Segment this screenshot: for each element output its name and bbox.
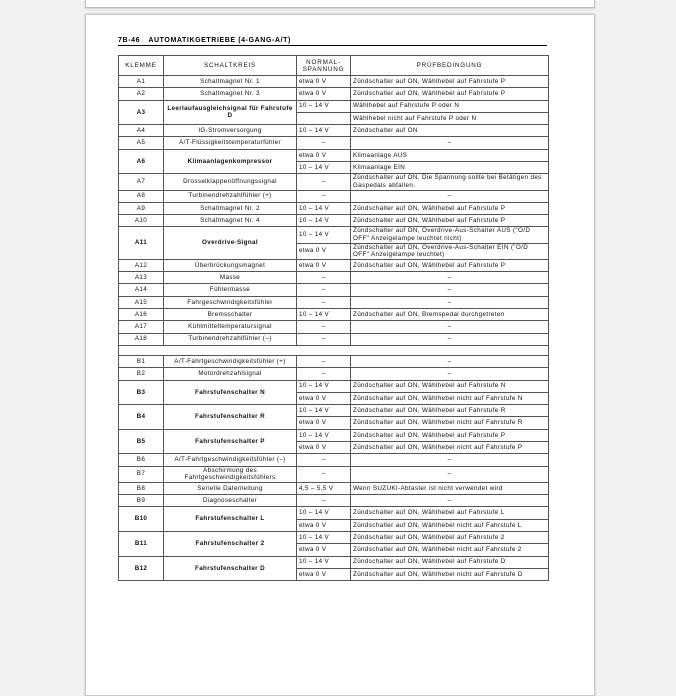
cell-pruefbedingung: – [351,272,549,284]
cell-pruefbedingung: Zündschalter auf ON, Wählhebel auf Fahrstufe P [351,76,549,88]
cell-klemme: A1 [119,76,164,88]
cell-normalspannung: – [297,355,351,367]
cell-schaltkreis: Turbinendrehzahlfühler (–) [164,333,297,345]
cell-normalspannung: etwa 0 V [297,441,351,453]
cell-schaltkreis: Serielle Datenleitung [164,482,297,494]
cell-normalspannung: – [297,190,351,202]
cell-schaltkreis: A/T-Fahrtgeschwindigkeitsfühler (+) [164,355,297,367]
cell-klemme: B6 [119,454,164,466]
terminal-voltage-table [118,55,549,581]
header-schaltkreis: SCHALTKREIS [164,56,297,76]
header-pruefbedingung: PRÜFBEDINGUNG [351,56,549,76]
cell-normalspannung: 10 – 14 V [297,405,351,417]
cell-klemme: A13 [119,272,164,284]
cell-pruefbedingung: Wählhebel nicht auf Fahrstufe P oder N [351,112,549,124]
cell-schaltkreis: Klimaanlagenkompressor [164,149,297,174]
cell-pruefbedingung: – [351,355,549,367]
cell-pruefbedingung: Zündschalter auf ON, Wählhebel nicht auf Fahrstufe N [351,392,549,404]
cell-klemme: B9 [119,495,164,507]
cell-pruefbedingung: Zündschalter auf ON, Wählhebel auf Fahrstufe L [351,507,549,519]
table-body [119,76,549,581]
table-row [119,531,549,543]
cell-schaltkreis: Schaltmagnet Nr. 2 [164,202,297,214]
cell-schaltkreis: Bremsschalter [164,309,297,321]
cell-klemme: A4 [119,125,164,137]
cell-normalspannung: – [297,333,351,345]
cell-normalspannung: – [297,296,351,308]
cell-schaltkreis: Fahrstufenschalter P [164,429,297,454]
cell-pruefbedingung: – [351,296,549,308]
cell-klemme: A5 [119,137,164,149]
cell-pruefbedingung: Klimaanlage EIN [351,162,549,174]
cell-klemme: A14 [119,284,164,296]
cell-schaltkreis: Fahrstufenschalter R [164,405,297,430]
cell-schaltkreis: Fahrstufenschalter L [164,507,297,532]
table-row [119,454,549,466]
cell-klemme: A18 [119,333,164,345]
table-row [119,380,549,392]
cell-normalspannung: 4,5 – 5,5 V [297,482,351,494]
cell-pruefbedingung: – [351,333,549,345]
cell-klemme: B1 [119,355,164,367]
table-gap-row [119,345,549,355]
cell-normalspannung: 10 – 14 V [297,125,351,137]
cell-normalspannung: 10 – 14 V [297,202,351,214]
cell-schaltkreis: Schaltmagnet Nr. 1 [164,76,297,88]
table-row [119,507,549,519]
table-row [119,215,549,227]
cell-schaltkreis: Kühlmitteltemperatursignal [164,321,297,333]
cell-schaltkreis: A/T-Fahrtgeschwindigkeitsfühler (–) [164,454,297,466]
cell-pruefbedingung: – [351,190,549,202]
cell-pruefbedingung: Klimaanlage AUS [351,149,549,161]
cell-normalspannung: – [297,368,351,380]
cell-klemme: A10 [119,215,164,227]
cell-normalspannung: 10 – 14 V [297,215,351,227]
table-row [119,76,549,88]
cell-normalspannung: etwa 0 V [297,149,351,161]
table-row [119,309,549,321]
page-header [118,37,547,46]
table-row [119,368,549,380]
cell-klemme: A2 [119,88,164,100]
table-row [119,149,549,161]
table-header-row [119,56,549,76]
table-row [119,227,549,243]
cell-schaltkreis: Leerlaufausgleichsignal für Fahrstufe D [164,100,297,125]
cell-klemme: A15 [119,296,164,308]
cell-klemme: A6 [119,149,164,174]
cell-normalspannung: 10 – 14 V [297,227,351,243]
cell-normalspannung: – [297,466,351,482]
cell-klemme: A8 [119,190,164,202]
cell-normalspannung: etwa 0 V [297,519,351,531]
cell-normalspannung: – [297,137,351,149]
page-section-title: AUTOMATIKGETRIEBE (4-GANG-A/T) [148,37,291,44]
cell-klemme: B4 [119,405,164,430]
table-row [119,259,549,271]
cell-pruefbedingung: Zündschalter auf ON, Wählhebel nicht auf Fahrstufe L [351,519,549,531]
cell-schaltkreis: Überbrückungsmagnet [164,259,297,271]
cell-schaltkreis: Drosselklappenöffnungssignal [164,174,297,190]
table-row [119,321,549,333]
manual-page [85,14,595,696]
cell-pruefbedingung: Zündschalter auf ON, Wählhebel auf Fahrstufe P [351,202,549,214]
cell-pruefbedingung: Zündschalter auf ON, Wählhebel auf Fahrstufe N [351,380,549,392]
cell-normalspannung: – [297,272,351,284]
cell-klemme: B10 [119,507,164,532]
cell-normalspannung: etwa 0 V [297,544,351,556]
cell-schaltkreis: Schaltmagnet Nr. 4 [164,215,297,227]
cell-normalspannung: 10 – 14 V [297,429,351,441]
cell-normalspannung: – [297,454,351,466]
table-row [119,272,549,284]
cell-klemme: A7 [119,174,164,190]
cell-klemme: B2 [119,368,164,380]
cell-klemme: A3 [119,100,164,125]
cell-normalspannung: – [297,495,351,507]
gap-cell [119,345,549,355]
cell-schaltkreis: Fahrstufenschalter N [164,380,297,405]
header-normalspannung: NORMAL- SPANNUNG [297,56,351,76]
cell-pruefbedingung: Zündschalter auf ON. Die Spannung sollte bei Betätigen des Gaspedals abfallen. [351,174,549,190]
table-row [119,429,549,441]
page-number: 7B-46 [118,37,141,44]
cell-normalspannung: 10 – 14 V [297,380,351,392]
cell-normalspannung [297,112,351,124]
cell-klemme: A12 [119,259,164,271]
cell-pruefbedingung: – [351,284,549,296]
table-row [119,405,549,417]
cell-schaltkreis: Diagnoseschalter [164,495,297,507]
table-row [119,174,549,190]
cell-schaltkreis: Motordrehzahlsignal [164,368,297,380]
header-klemme: KLEMME [119,56,164,76]
cell-pruefbedingung: Zündschalter auf ON, Wählhebel nicht auf Fahrstufe P [351,441,549,453]
cell-normalspannung: 10 – 14 V [297,507,351,519]
cell-pruefbedingung: Zündschalter auf ON, Wählhebel nicht auf Fahrstufe 2 [351,544,549,556]
cell-klemme: B12 [119,556,164,581]
cell-normalspannung: 10 – 14 V [297,100,351,112]
cell-klemme: B11 [119,531,164,556]
cell-schaltkreis: Masse [164,272,297,284]
cell-normalspannung: 10 – 14 V [297,309,351,321]
cell-pruefbedingung: Zündschalter auf ON, Wählhebel auf Fahrstufe D [351,556,549,568]
cell-pruefbedingung: – [351,137,549,149]
table-row [119,556,549,568]
cell-schaltkreis: A/T-Flüssigkeitstemperaturfühler [164,137,297,149]
cell-normalspannung: 10 – 14 V [297,556,351,568]
table-row [119,88,549,100]
cell-pruefbedingung: Zündschalter auf ON, Wählhebel auf Fahrstufe P [351,88,549,100]
table-row [119,284,549,296]
cell-normalspannung: etwa 0 V [297,76,351,88]
cell-klemme: B5 [119,429,164,454]
cell-schaltkreis: Fahrstufenschalter 2 [164,531,297,556]
table-row [119,125,549,137]
cell-pruefbedingung: Zündschalter auf ON, Wählhebel nicht auf Fahrstufe R [351,417,549,429]
table-row [119,137,549,149]
cell-pruefbedingung: Zündschalter auf ON, Wählhebel auf Fahrstufe P [351,429,549,441]
cell-schaltkreis: Abschirmung des Fahrtgeschwindigkeitsfühlers [164,466,297,482]
table-row [119,355,549,367]
cell-klemme: B7 [119,466,164,482]
cell-pruefbedingung: Wenn SUZUKI-Abtaster ist nicht verwendet wird [351,482,549,494]
cell-pruefbedingung: – [351,321,549,333]
cell-schaltkreis: Overdrive-Signal [164,227,297,259]
cell-schaltkreis: Fühlermasse [164,284,297,296]
cell-klemme: A16 [119,309,164,321]
previous-page-edge [85,0,595,8]
cell-klemme: B3 [119,380,164,405]
cell-schaltkreis: IG-Stromversorgung [164,125,297,137]
cell-normalspannung: etwa 0 V [297,88,351,100]
cell-schaltkreis: Schaltmagnet Nr. 3 [164,88,297,100]
cell-schaltkreis: Turbinendrehzahlfühler (+) [164,190,297,202]
cell-normalspannung: etwa 0 V [297,259,351,271]
cell-schaltkreis: Fahrstufenschalter D [164,556,297,581]
cell-pruefbedingung: Zündschalter auf ON, Wählhebel auf Fahrstufe 2 [351,531,549,543]
cell-normalspannung: – [297,284,351,296]
cell-pruefbedingung: Zündschalter auf ON, Wählhebel auf Fahrstufe R [351,405,549,417]
cell-schaltkreis: Fahrgeschwindigkeitsfühler [164,296,297,308]
cell-normalspannung: 10 – 14 V [297,531,351,543]
cell-klemme: B8 [119,482,164,494]
cell-normalspannung: etwa 0 V [297,417,351,429]
cell-normalspannung: – [297,321,351,333]
cell-pruefbedingung: Zündschalter auf ON, Overdrive-Aus-Schalter EIN ("O/D OFF" Anzeigelampe leuchtet) [351,243,549,259]
cell-klemme: A17 [119,321,164,333]
cell-pruefbedingung: – [351,454,549,466]
cell-normalspannung: etwa 0 V [297,392,351,404]
table-row [119,100,549,112]
cell-pruefbedingung: Zündschalter auf ON, Wählhebel auf Fahrstufe P [351,259,549,271]
cell-normalspannung: etwa 0 V [297,243,351,259]
cell-normalspannung: – [297,174,351,190]
table-row [119,202,549,214]
cell-pruefbedingung: Zündschalter auf ON, Wählhebel nicht auf Fahrstufe D [351,568,549,580]
cell-pruefbedingung: Zündschalter auf ON, Wählhebel auf Fahrstufe P [351,215,549,227]
cell-klemme: A11 [119,227,164,259]
cell-normalspannung: 10 – 14 V [297,162,351,174]
cell-normalspannung: etwa 0 V [297,568,351,580]
cell-pruefbedingung: Wählhebel auf Fahrstufe P oder N [351,100,549,112]
cell-pruefbedingung: – [351,466,549,482]
cell-pruefbedingung: Zündschalter auf ON [351,125,549,137]
cell-pruefbedingung: Zündschalter auf ON, Bremspedal durchgetreten [351,309,549,321]
cell-klemme: A9 [119,202,164,214]
table-row [119,190,549,202]
cell-pruefbedingung: – [351,368,549,380]
table-row [119,333,549,345]
table-row [119,495,549,507]
table-row [119,482,549,494]
cell-pruefbedingung: Zündschalter auf ON, Overdrive-Aus-Schalter AUS ("O/D OFF" Anzeigelampe leuchtet nicht) [351,227,549,243]
table-row [119,296,549,308]
cell-pruefbedingung: – [351,495,549,507]
table-row [119,466,549,482]
